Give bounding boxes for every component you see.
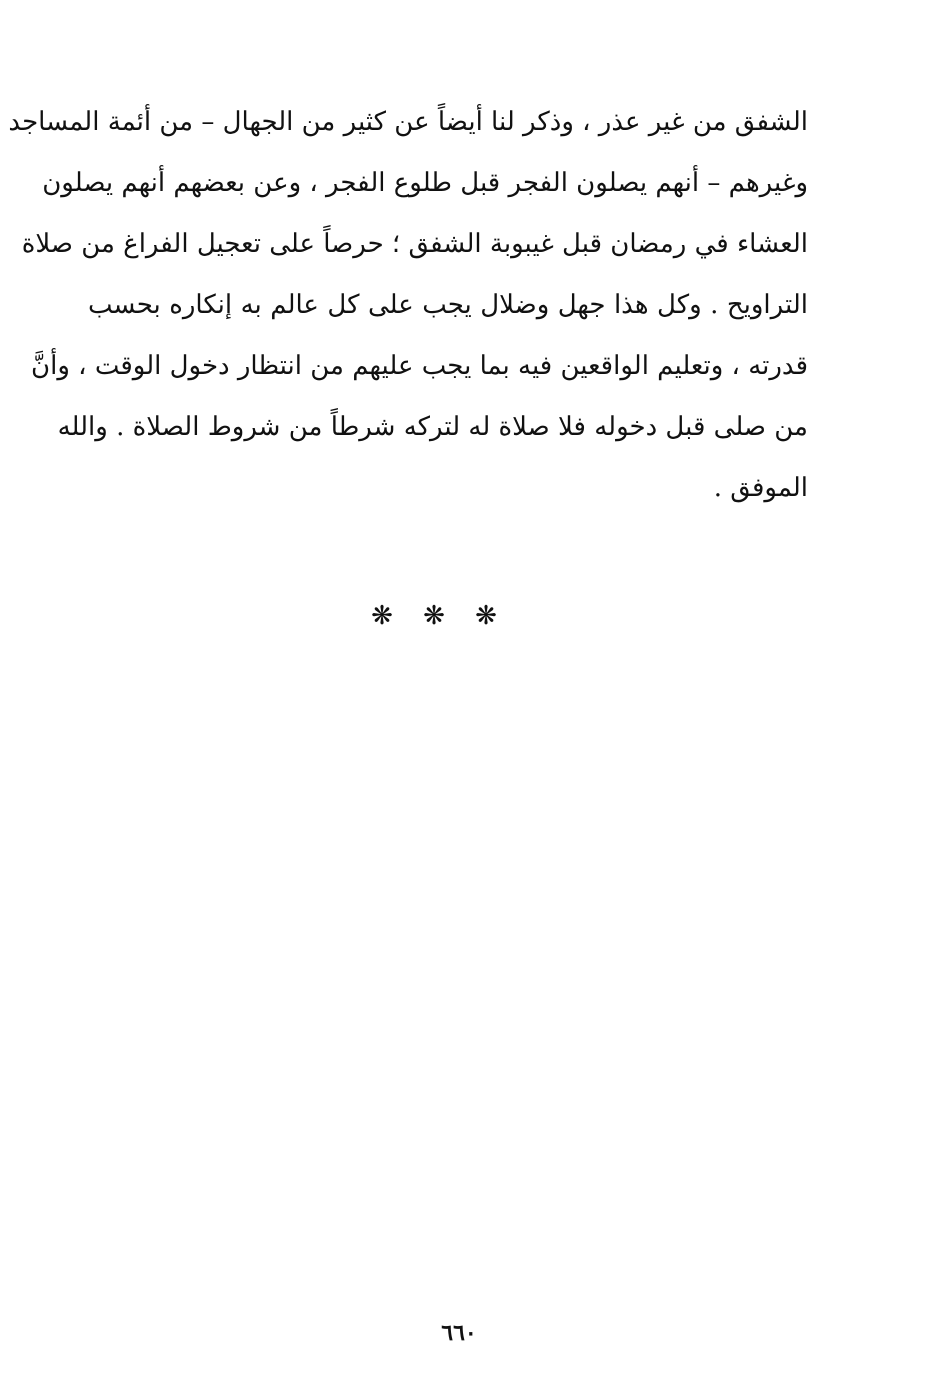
section-separator xyxy=(369,596,499,636)
page-number: ٦٦٠ xyxy=(441,1320,477,1346)
body-paragraph xyxy=(8,92,808,519)
text-line: العشاء في رمضان قبل غيبوبة الشفق ؛ حرصاً على تعجيل الفراغ من صلاة xyxy=(21,229,808,259)
asterisk-ornament-icon: ❋ xyxy=(371,601,393,631)
text-line: الشفق من غير عذر ، وذكر لنا أيضاً عن كثير من الجهال – من أئمة المساجد xyxy=(8,107,808,137)
text-line: وغيرهم – أنهم يصلون الفجر قبل طلوع الفجر ، وعن بعضهم أنهم يصلون xyxy=(42,168,808,198)
text-line: من صلى قبل دخوله فلا صلاة له لتركه شرطاً من شروط الصلاة . والله xyxy=(57,412,808,442)
text-line: الموفق . xyxy=(713,473,808,503)
asterisk-ornament-icon: ❋ xyxy=(475,601,497,631)
text-line: التراويح . وكل هذا جهل وضلال يجب على كل عالم به إنكاره بحسب xyxy=(88,290,808,320)
asterisk-ornament-icon: ❋ xyxy=(423,601,445,631)
text-line: قدرته ، وتعليم الواقعين فيه بما يجب عليهم من انتظار دخول الوقت ، وأنَّ xyxy=(31,351,808,381)
